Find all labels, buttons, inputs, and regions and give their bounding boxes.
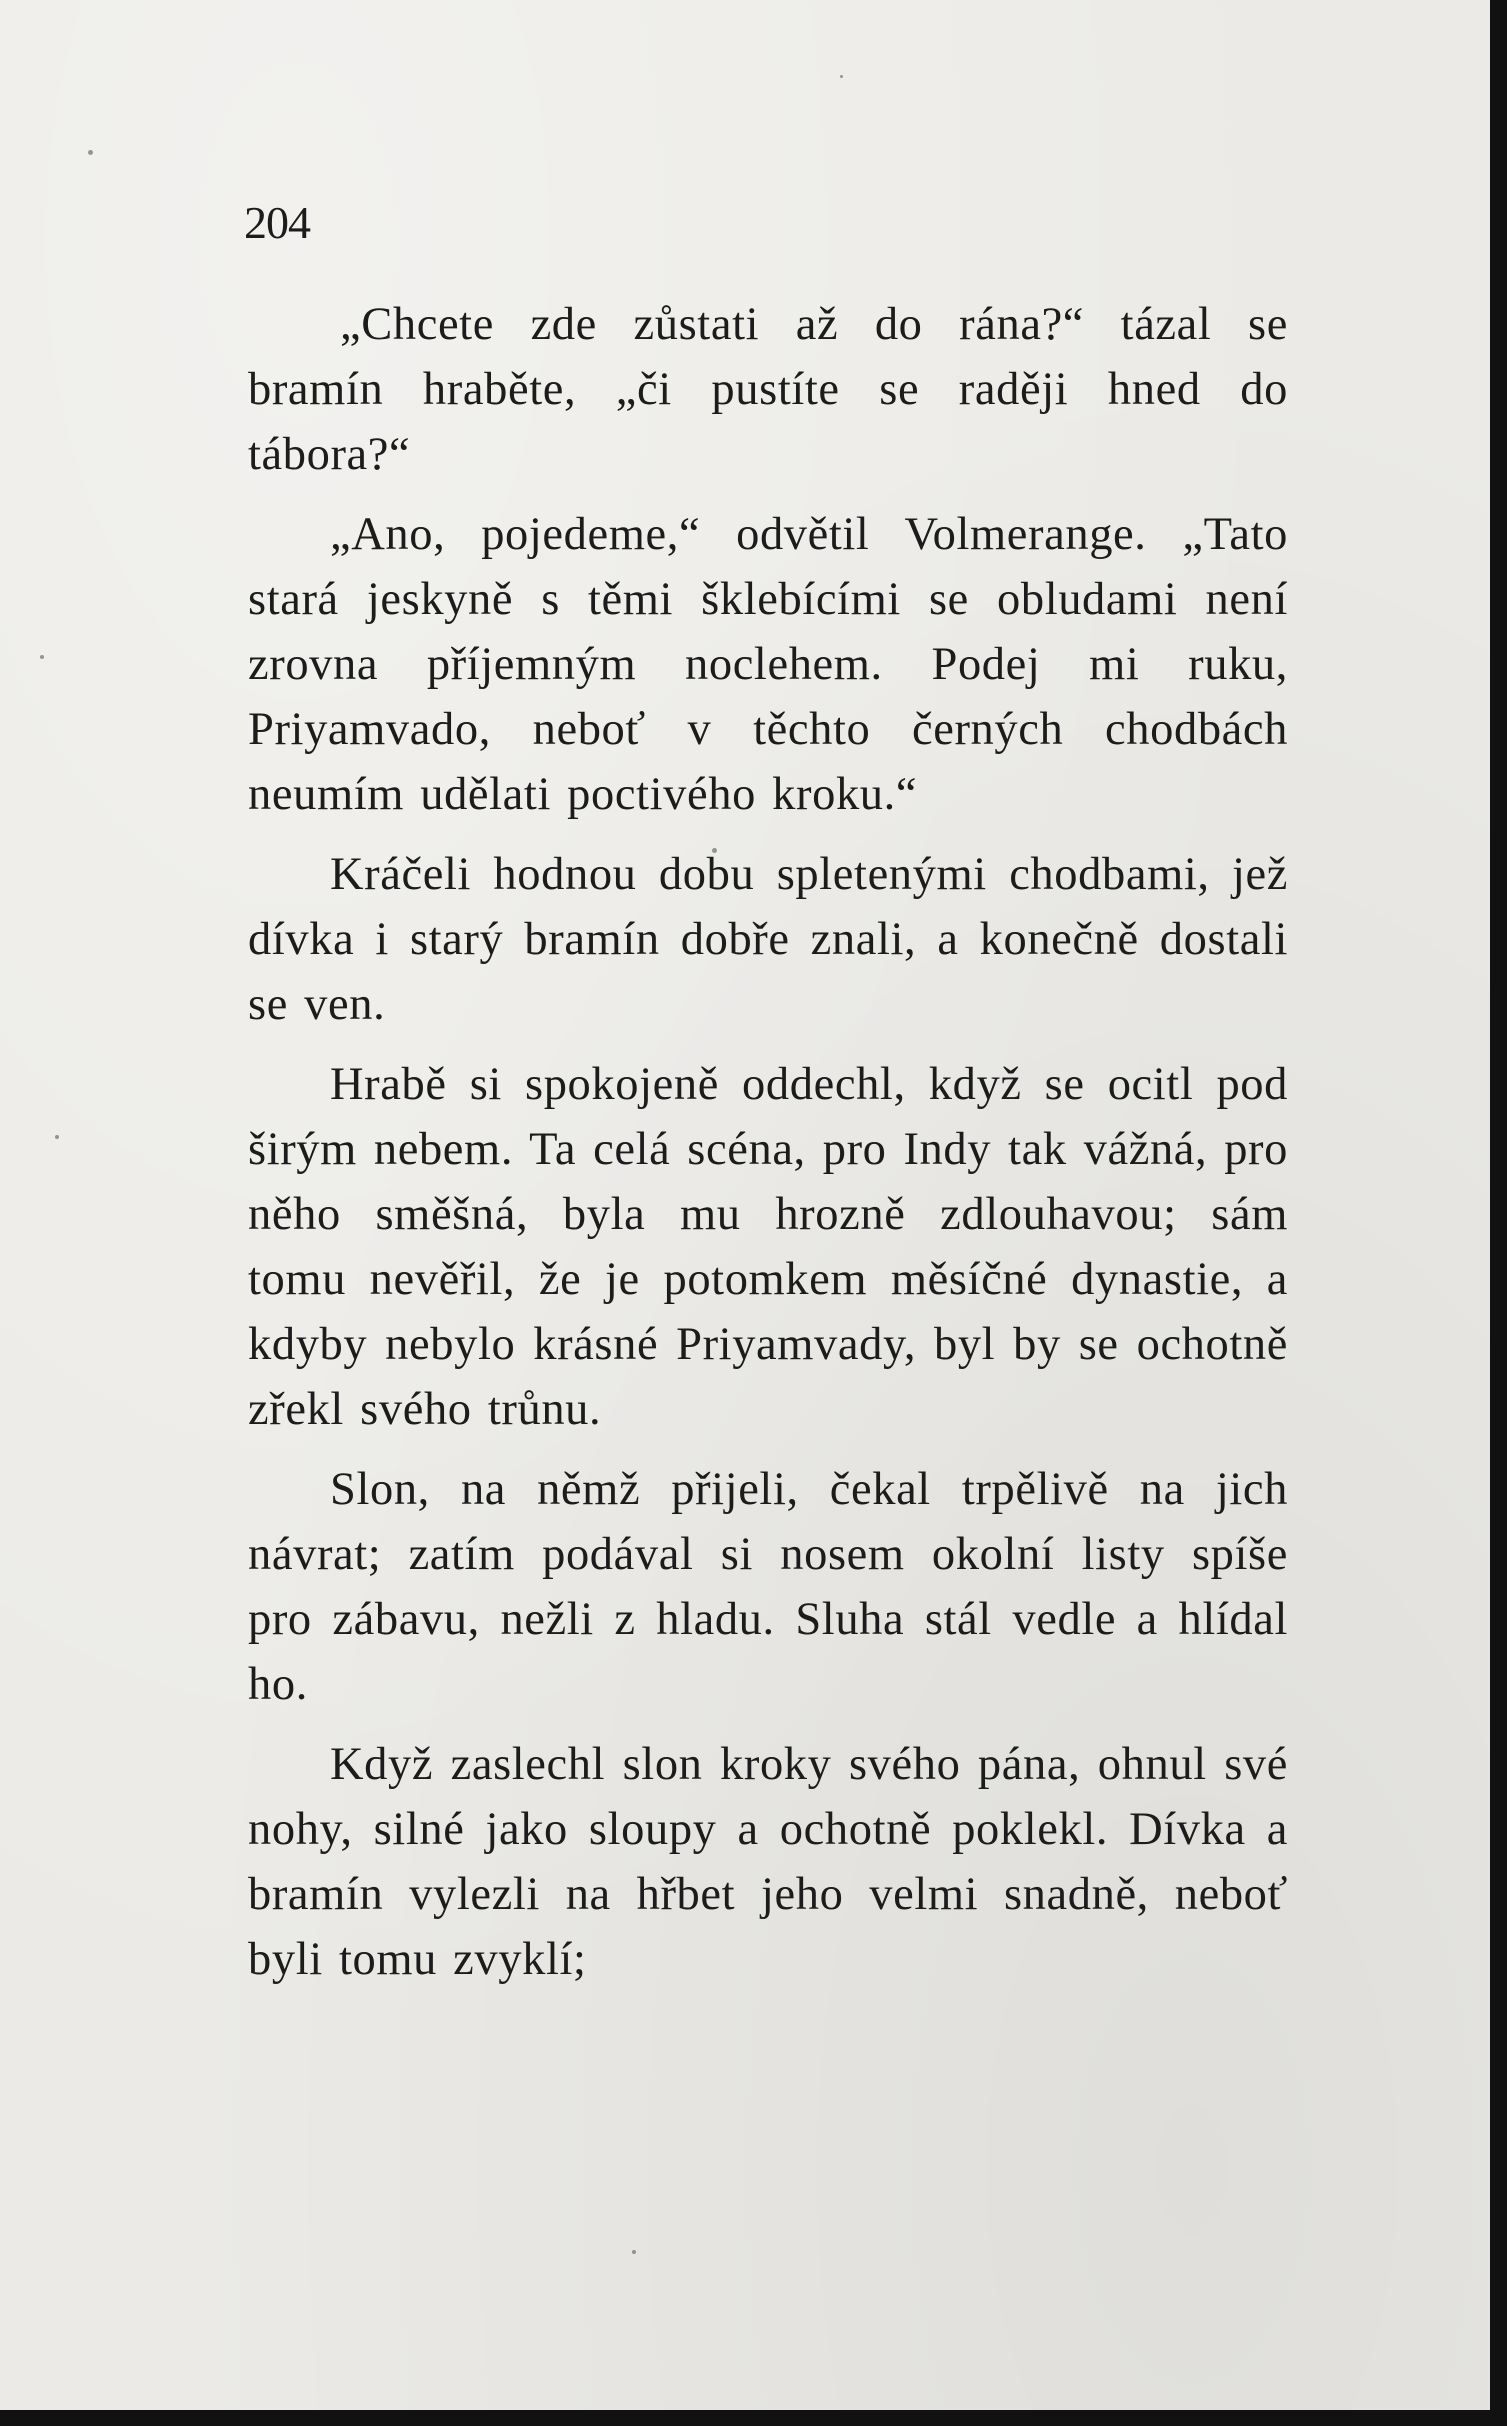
paragraph: „Ano, pojedeme,“ odvětil Volmerange. „Tato stará jeskyně s těmi šklebícími se obludami není zrovna příjemným noclehem. Podej mi ruku, Priyamvado, neboť v těchto černých chodbách neumím udělati poctivého kroku.“	[248, 509, 1288, 820]
body-text	[248, 292, 1288, 2007]
scan-border-bottom	[0, 2410, 1507, 2426]
dust-speck	[88, 150, 93, 155]
paragraph: Hrabě si spokojeně oddechl, když se ocitl pod širým nebem. Ta celá scéna, pro Indy tak vážná, pro něho směšná, byla mu hrozně zdlouhavou; sám tomu nevěřil, že je potomkem měsíčné dynastie, a kdyby nebylo krásné Priyamvady, byl by se ochotně zřekl svého trůnu.	[248, 1059, 1288, 1435]
paragraph: „Chcete zde zůstati až do rána?“ tázal se bramín hraběte, „či pustíte se raději hned do tábora?“	[248, 299, 1288, 480]
paragraph: Když zaslechl slon kroky svého pána, ohnul své nohy, silné jako sloupy a ochotně poklekl. Dívka a bramín vylezli na hřbet jeho velmi snadně, neboť byli tomu zvyklí;	[248, 1739, 1288, 1985]
dust-speck	[632, 2250, 636, 2254]
scan-border-right	[1490, 0, 1507, 2426]
dust-speck	[40, 655, 44, 659]
paragraph: Kráčeli hodnou dobu spletenými chodbami, jež dívka i starý bramín dobře znali, a konečně dostali se ven.	[248, 849, 1288, 1030]
dust-speck	[55, 1135, 59, 1139]
dust-speck	[840, 75, 843, 78]
paragraph: Slon, na němž přijeli, čekal trpělivě na jich návrat; zatím podával si nosem okolní listy spíše pro zábavu, nežli z hladu. Sluha stál vedle a hlídal ho.	[248, 1464, 1288, 1710]
page-number: 204	[244, 197, 310, 248]
